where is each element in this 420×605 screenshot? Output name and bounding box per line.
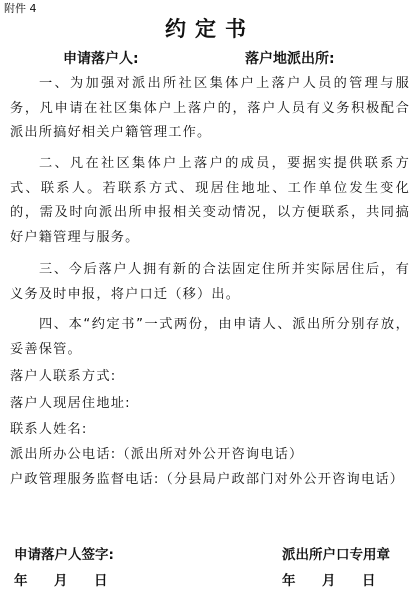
- applicant-signature-label: 申请落户人签字:: [14, 547, 114, 563]
- document-title: 约定书: [165, 17, 255, 41]
- date-year-label: 年: [14, 573, 28, 589]
- applicant-label: 申请落户人:: [63, 51, 139, 67]
- contact-name-field: 联系人姓名:: [10, 422, 88, 437]
- station-seal-label: 派出所户口专用章: [282, 547, 390, 563]
- date-month-label: 月: [322, 573, 336, 589]
- police-station-label: 落户地派出所:: [245, 51, 335, 67]
- station-phone-field: 派出所办公电话:（派出所对外公开咨询电话）: [10, 447, 304, 462]
- applicant-date: [14, 570, 108, 592]
- clause-3: 三、今后落户人拥有新的合法固定住所并实际居住后，有义务及时申报，将户口迁（移）出。: [10, 262, 410, 302]
- attachment-label: 附件 4: [4, 2, 37, 15]
- contact-method-field: 落户人联系方式:: [10, 369, 117, 384]
- clause-1: 一、为加强对派出所社区集体户上落户人员的管理与服务，凡申请在社区集体户上落户的，落户人员有义务积极配合派出所搞好相关户籍管理工作。: [10, 76, 410, 141]
- station-date: [282, 570, 376, 592]
- date-day-label: 日: [94, 573, 108, 589]
- supervision-phone-field: 户政管理服务监督电话:（分县局户政部门对外公开咨询电话）: [10, 472, 405, 487]
- clause-4: 四、本“约定书”一式两份，由申请人、派出所分别存放，妥善保管。: [10, 317, 410, 357]
- date-year-label: 年: [282, 573, 296, 589]
- clause-2: 二、凡在社区集体户上落户的成员，要据实提供联系方式、联系人。若联系方式、现居住地址、工作单位发生变化的，需及时向派出所申报相关变动情况，以方便联系，共同搞好户籍管理与服务。: [10, 156, 410, 245]
- date-month-label: 月: [54, 573, 68, 589]
- date-day-label: 日: [362, 573, 376, 589]
- current-address-field: 落户人现居住地址:: [10, 396, 131, 411]
